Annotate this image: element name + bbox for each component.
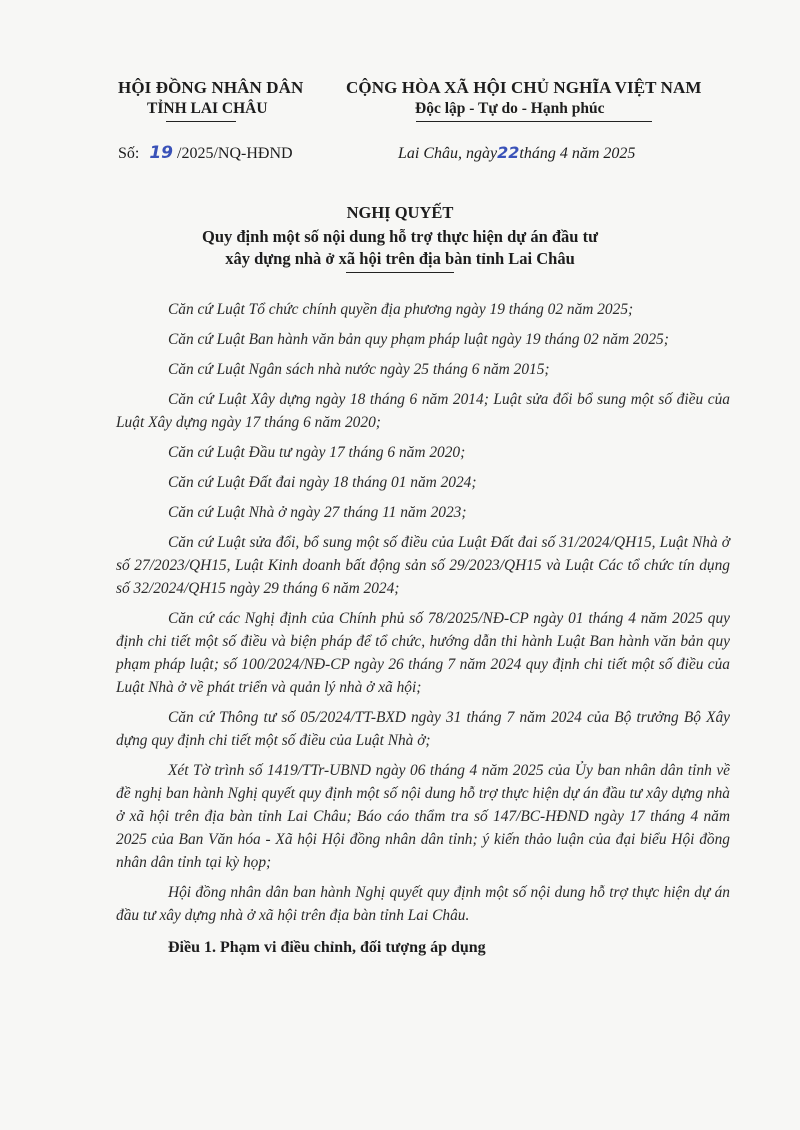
doc-subject-line2: xây dựng nhà ở xã hội trên địa bàn tỉnh Lai Châu [225,249,575,268]
doc-number-label: Số: [118,145,140,162]
agency-underline [166,121,236,122]
agency-name: HỘI ĐỒNG NHÂN DÂN [118,78,304,97]
enactment-paragraph: Hội đồng nhân dân ban hành Nghị quyết quy định một số nội dung hỗ trợ thực hiện dự án đầu tư xây dựng nhà ở xã hội trên địa bàn tỉnh Lai Châu. [116,884,730,924]
doc-number-suffix: /2025/NQ-HĐND [177,145,293,162]
preamble-paragraph: Căn cứ Luật Tổ chức chính quyền địa phương ngày 19 tháng 02 năm 2025; [168,301,634,318]
preamble-paragraph: Căn cứ Luật sửa đổi, bổ sung một số điều của Luật Đất đai số 31/2024/QH15, Luật Nhà ở số 27/2023/QH15, Luật Kinh doanh bất động sản số 29/2023/QH15 và Luật Các tổ chức tín dụng số 32/2024/QH15 ngày 29 tháng 6 năm 2024; [116,534,730,597]
agency-province: TỈNH LAI CHÂU [147,100,268,117]
title-underline [346,272,454,273]
place-prefix: Lai Châu, ngày [398,145,498,162]
doc-subject-line1: Quy định một số nội dung hỗ trợ thực hiện dự án đầu tư [202,227,598,246]
article-1-heading: Điều 1. Phạm vi điều chỉnh, đối tượng áp dụng [168,939,486,956]
preamble-paragraph: Căn cứ Luật Đầu tư ngày 17 tháng 6 năm 2020; [168,444,466,461]
date-day-handwritten: 22 [497,143,520,162]
nation-motto: Độc lập - Tự do - Hạnh phúc [415,100,605,117]
nation-name: CỘNG HÒA XÃ HỘI CHỦ NGHĨA VIỆT NAM [346,78,702,97]
preamble-paragraph: Căn cứ các Nghị định của Chính phủ số 78/2025/NĐ-CP ngày 01 tháng 4 năm 2025 quy định chi tiết một số điều và biện pháp để tổ chức, hướng dẫn thi hành Luật Ban hành văn bản quy phạm pháp luật; số 100/2024/NĐ-CP ngày 26 tháng 7 năm 2024 quy định chi tiết một số điều của Luật Nhà ở về phát triển và quản lý nhà ở xã hội; [116,610,730,696]
document-body [116,298,730,957]
preamble-paragraph: Căn cứ Luật Ngân sách nhà nước ngày 25 tháng 6 năm 2015; [168,361,550,378]
preamble-paragraph: Căn cứ Luật Đất đai ngày 18 tháng 01 năm 2024; [168,474,477,491]
preamble-paragraph: Xét Tờ trình số 1419/TTr-UBND ngày 06 tháng 4 năm 2025 của Ủy ban nhân dân tỉnh về đề nghị ban hành Nghị quyết quy định một số nội dung hỗ trợ thực hiện dự án đầu tư xây dựng nhà ở xã hội trên địa bàn tỉnh Lai Châu; Báo cáo thẩm tra số 147/BC-HĐND ngày 17 tháng 4 năm 2025 của Ban Văn hóa - Xã hội Hội đồng nhân dân tỉnh; ý kiến thảo luận của đại biểu Hội đồng nhân dân tỉnh tại kỳ họp; [116,762,730,871]
motto-underline [416,121,652,122]
preamble-paragraph: Căn cứ Luật Nhà ở ngày 27 tháng 11 năm 2023; [168,504,467,521]
preamble-paragraph: Căn cứ Thông tư số 05/2024/TT-BXD ngày 31 tháng 7 năm 2024 của Bộ trưởng Bộ Xây dựng quy định chi tiết một số điều của Luật Nhà ở; [116,709,730,749]
doc-number [118,143,293,163]
date-suffix: tháng 4 năm 2025 [519,145,636,162]
preamble-paragraph: Căn cứ Luật Ban hành văn bản quy phạm pháp luật ngày 19 tháng 02 năm 2025; [168,331,669,348]
preamble-paragraph: Căn cứ Luật Xây dựng ngày 18 tháng 6 năm 2014; Luật sửa đổi bổ sung một số điều của Luật Xây dựng ngày 17 tháng 6 năm 2020; [116,391,730,431]
doc-number-handwritten: 19 [149,143,174,163]
doc-type-title: NGHỊ QUYẾT [346,203,454,222]
place-date [398,143,635,163]
